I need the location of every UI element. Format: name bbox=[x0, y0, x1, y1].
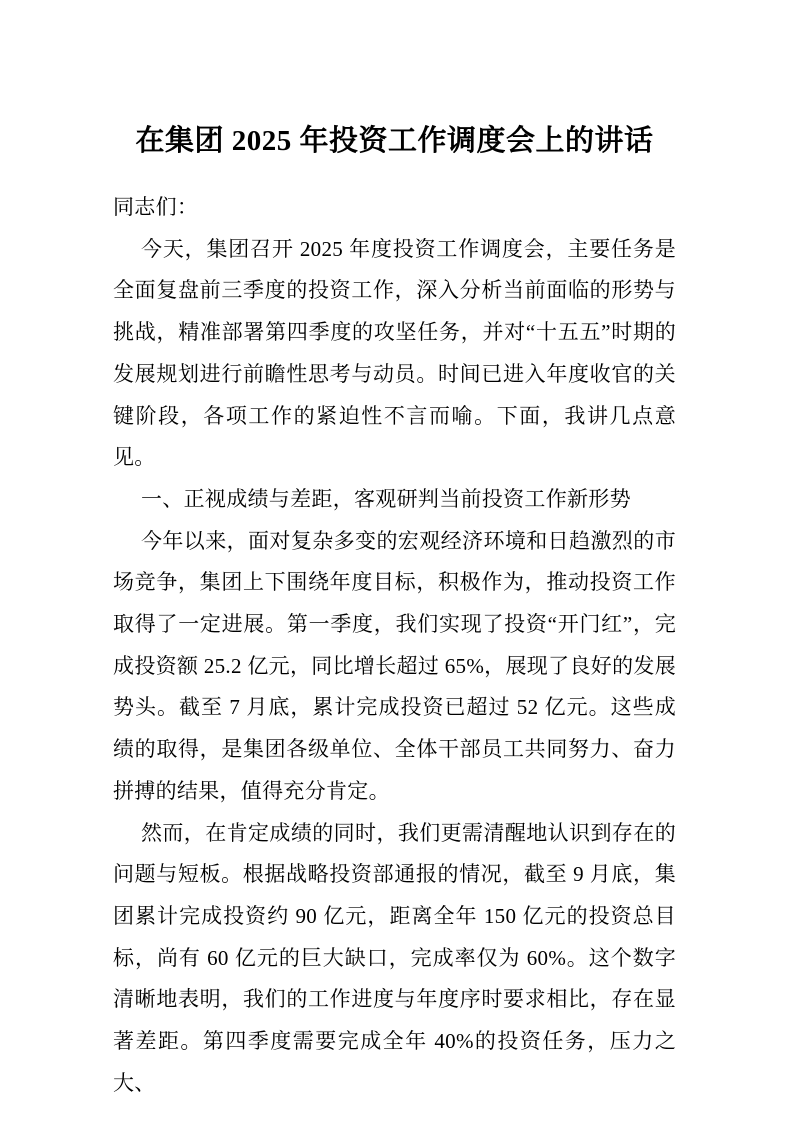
paragraph-gaps-and-pressure: 然而，在肯定成绩的同时，我们更需清醒地认识到存在的问题与短板。根据战略投资部通报的情况，截至 9 月底，集团累计完成投资约 90 亿元，距离全年 150 亿元的投资总目标，尚有 60 亿元的巨大缺口，完成率仅为 60%。这个数字清晰地表明，我们的工作进度与年度序时要求相比，存在显著差距。第四季度需要完成全年 40%的投资任务，压力之大、 bbox=[113, 820, 676, 1095]
paragraph-achievements: 今年以来，面对复杂多变的宏观经济环境和日趋激烈的市场竞争，集团上下围绕年度目标，积极作为，推动投资工作取得了一定进展。第一季度，我们实现了投资“开门红”，完成投资额 25.2 亿元，同比增长超过 65%，展现了良好的发展势头。截至 7 月底，累计完成投资已超过 52 亿元。这些成绩的取得，是集团各级单位、全体干部员工共同努力、奋力拼搏的结果，值得充分肯定。 bbox=[113, 528, 676, 803]
document-title: 在集团 2025 年投资工作调度会上的讲话 bbox=[135, 125, 654, 157]
paragraph-meeting-purpose: 今天，集团召开 2025 年度投资工作调度会，主要任务是全面复盘前三季度的投资工作，深入分析当前面临的形势与挑战，精准部署第四季度的攻坚任务，并对“十五五”时期的发展规划进行前瞻性思考与动员。时间已进入年度收官的关键阶段，各项工作的紧迫性不言而喻。下面，我讲几点意见。 bbox=[113, 236, 676, 470]
section-1-heading: 一、正视成绩与差距，客观研判当前投资工作新形势 bbox=[141, 486, 631, 511]
salutation: 同志们： bbox=[113, 195, 199, 219]
